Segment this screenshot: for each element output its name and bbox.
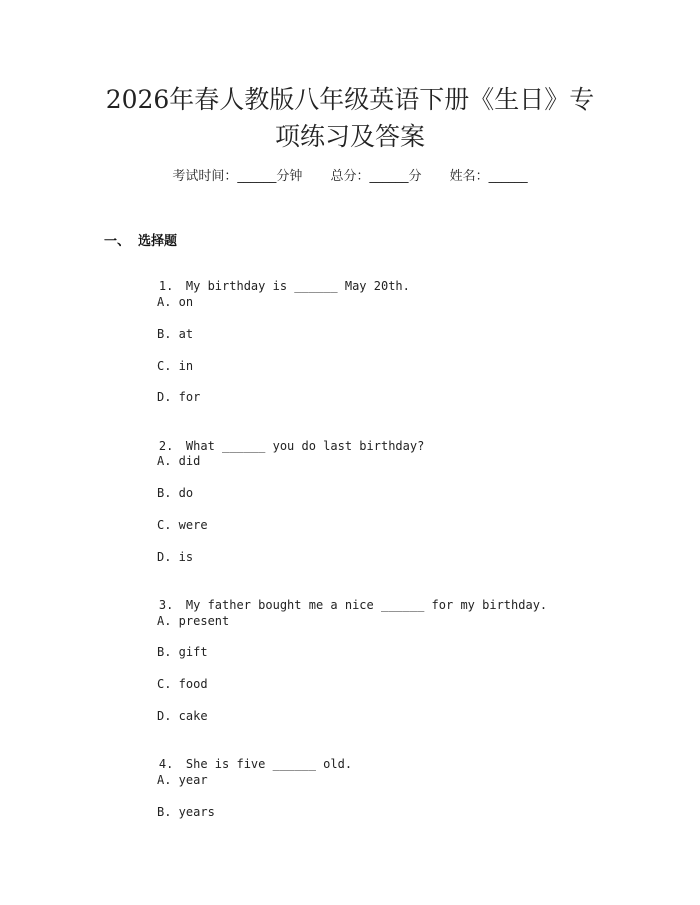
section-number: 一、 bbox=[104, 234, 131, 249]
question-text: My father bought me a nice ______ for my birthday. bbox=[185, 598, 548, 612]
option-3c: C. food bbox=[157, 677, 208, 691]
section-heading bbox=[104, 230, 177, 249]
option-4a: A. year bbox=[157, 773, 208, 787]
question-text: My birthday is ______ May 20th. bbox=[185, 279, 410, 293]
option-1c: C. in bbox=[157, 359, 194, 373]
page-title-line-2: 项练习及答案 bbox=[274, 122, 425, 151]
option-4b: B. years bbox=[157, 805, 215, 819]
question-text: She is five ______ old. bbox=[185, 757, 353, 771]
question-number: 4. bbox=[158, 757, 174, 771]
page-title-line-1: 2026年春人教版八年级英语下册《生日》专 bbox=[105, 85, 595, 114]
option-3b: B. gift bbox=[157, 645, 208, 659]
question-number: 3. bbox=[158, 598, 174, 612]
student-name: 姓名：______ bbox=[449, 169, 528, 184]
option-1a: A. on bbox=[157, 295, 194, 309]
question-number: 1. bbox=[158, 279, 174, 293]
question-number: 2. bbox=[158, 439, 174, 453]
exam-info bbox=[0, 168, 700, 186]
question-text: What ______ you do last birthday? bbox=[185, 439, 425, 453]
option-3a: A. present bbox=[157, 614, 230, 628]
exam-time: 考试时间：______分钟 bbox=[172, 169, 303, 184]
exam-total-score: 总分：______分 bbox=[330, 169, 422, 184]
option-3d: D. cake bbox=[157, 709, 208, 723]
section-title: 选择题 bbox=[138, 234, 178, 249]
option-2b: B. do bbox=[157, 486, 194, 500]
option-2a: A. did bbox=[157, 454, 201, 468]
option-2c: C. were bbox=[157, 518, 208, 532]
option-1d: D. for bbox=[157, 390, 201, 404]
option-1b: B. at bbox=[157, 327, 194, 341]
option-2d: D. is bbox=[157, 550, 194, 564]
